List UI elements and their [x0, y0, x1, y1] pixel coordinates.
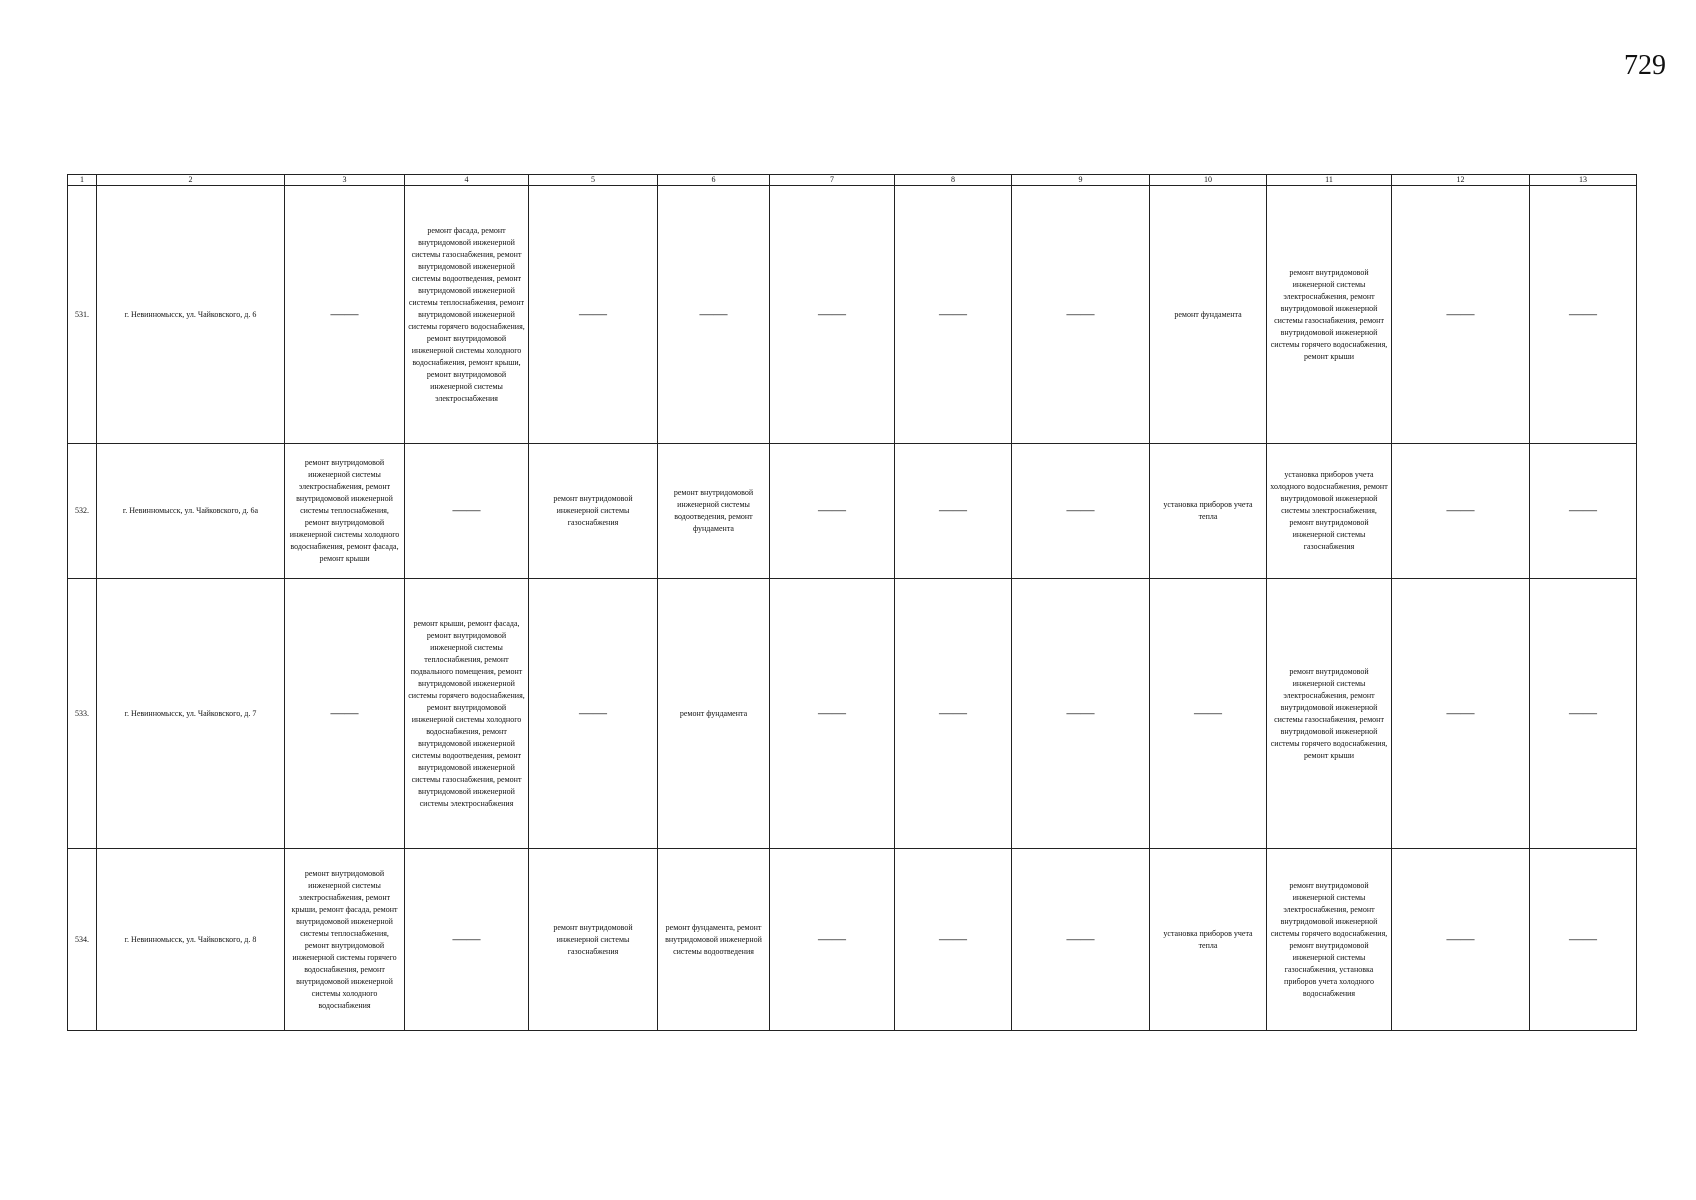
- table-cell: [1392, 444, 1530, 579]
- cell-text: установка приборов учета холодного водоснабжения, ремонт внутридомовой инженерной системы электроснабжения, ремонт внутридомовой инженерной системы газоснабжения: [1270, 470, 1388, 551]
- table-cell: [529, 186, 658, 444]
- table-cell: [1150, 444, 1267, 579]
- cell-text: ——: [939, 931, 967, 947]
- column-header: 6: [658, 175, 770, 186]
- table-cell: [658, 849, 770, 1031]
- cell-text: ——: [1066, 503, 1095, 518]
- row-number: 532.: [68, 444, 97, 579]
- column-header: 5: [529, 175, 658, 186]
- column-header: 13: [1530, 175, 1637, 186]
- cell-text: ремонт внутридомовой инженерной системы электроснабжения, ремонт крыши, ремонт фасада, ремонт внутридомовой инженерной системы теплоснабжения, ремонт внутридомовой инженерной системы горячего водоснабжения, ремонт внутридомовой инженерной системы холодного водоснабжения: [291, 868, 398, 1010]
- cell-text: ——: [818, 705, 846, 721]
- address-cell: г. Невинномысск, ул. Чайковского, д. 7: [97, 579, 285, 849]
- table-cell: [1530, 579, 1637, 849]
- cell-text: ремонт внутридомовой инженерной системы электроснабжения, ремонт внутридомовой инженерной системы газоснабжения, ремонт внутридомовой инженерной системы горячего водоснабжения, ремонт крыши: [1270, 267, 1388, 361]
- table-cell: [1012, 849, 1150, 1031]
- repair-schedule-table: [67, 174, 1637, 1031]
- table-row: [68, 186, 1637, 444]
- table-cell: [285, 186, 405, 444]
- table-cell: [770, 444, 895, 579]
- table-row: [68, 849, 1637, 1031]
- table-cell: [1012, 444, 1150, 579]
- table-cell: [1150, 186, 1267, 444]
- column-header: 1: [68, 175, 97, 186]
- cell-text: ——: [452, 931, 481, 947]
- cell-text: ——: [1446, 503, 1475, 518]
- cell-text: ——: [1569, 705, 1597, 721]
- column-header: 11: [1267, 175, 1392, 186]
- table-cell: [1267, 186, 1392, 444]
- table-cell: [1012, 186, 1150, 444]
- page-number: 729: [1624, 50, 1666, 81]
- table-cell: [285, 444, 405, 579]
- table-cell: [658, 579, 770, 849]
- table-cell: [1392, 186, 1530, 444]
- table-cell: [1267, 849, 1392, 1031]
- table-cell: [895, 186, 1012, 444]
- column-header: 12: [1392, 175, 1530, 186]
- cell-text: ——: [330, 306, 359, 322]
- table-cell: [895, 579, 1012, 849]
- cell-text: ——: [330, 705, 359, 721]
- cell-text: ——: [579, 306, 607, 322]
- row-number: 531.: [68, 186, 97, 444]
- column-number-row: [68, 175, 1637, 186]
- table-cell: [405, 444, 529, 579]
- table-cell: [1392, 579, 1530, 849]
- column-header: 4: [405, 175, 529, 186]
- cell-text: ——: [1066, 705, 1095, 721]
- column-header: 8: [895, 175, 1012, 186]
- table-cell: [285, 849, 405, 1031]
- column-header: 10: [1150, 175, 1267, 186]
- cell-text: ——: [818, 931, 846, 947]
- cell-text: ремонт внутридомовой инженерной системы газоснабжения: [553, 494, 633, 527]
- table-cell: [529, 579, 658, 849]
- table-cell: [1150, 579, 1267, 849]
- table-cell: [895, 444, 1012, 579]
- cell-text: ——: [579, 705, 607, 721]
- cell-text: ——: [1194, 705, 1222, 721]
- cell-text: ——: [818, 503, 846, 518]
- cell-text: ——: [1569, 931, 1597, 947]
- cell-text: ——: [1066, 931, 1095, 947]
- address-cell: г. Невинномысск, ул. Чайковского, д. 6: [97, 186, 285, 444]
- address-cell: г. Невинномысск, ул. Чайковского, д. 6а: [97, 444, 285, 579]
- cell-text: ремонт внутридомовой инженерной системы водоотведения, ремонт фундамента: [673, 488, 754, 533]
- cell-text: ремонт внутридомовой инженерной системы газоснабжения: [553, 922, 633, 956]
- cell-text: ——: [939, 503, 967, 518]
- table-cell: [1530, 849, 1637, 1031]
- cell-text: установка приборов учета тепла: [1163, 928, 1253, 950]
- table-cell: [529, 444, 658, 579]
- cell-text: установка приборов учета тепла: [1163, 500, 1253, 521]
- column-header: 3: [285, 175, 405, 186]
- cell-text: ——: [939, 705, 967, 721]
- cell-text: ремонт крыши, ремонт фасада, ремонт внутридомовой инженерной системы теплоснабжения, ремонт подвального помещения, ремонт внутридомовой инженерной системы горячего водоснабжения, ремонт внутридомовой инженерной системы холодного водоснабжения, ремонт внутридомовой инженерной системы водоотведения, ремонт внутридомовой инженерной системы газоснабжения, ремонт внутридомовой инженерной системы электроснабжения: [408, 618, 525, 808]
- cell-text: ремонт внутридомовой инженерной системы электроснабжения, ремонт внутридомовой инженерной системы теплоснабжения, ремонт внутридомовой инженерной системы холодного водоснабжения, ремонт фасада, ремонт крыши: [289, 458, 400, 563]
- table-cell: [770, 849, 895, 1031]
- cell-text: ——: [1446, 705, 1475, 721]
- table-cell: [770, 186, 895, 444]
- row-number: 534.: [68, 849, 97, 1031]
- cell-text: ремонт фундамента, ремонт внутридомовой инженерной системы водоотведения: [665, 922, 762, 956]
- table-cell: [658, 444, 770, 579]
- table-cell: [658, 186, 770, 444]
- table-cell: [770, 579, 895, 849]
- cell-text: ——: [1066, 306, 1095, 322]
- table-cell: [1267, 444, 1392, 579]
- cell-text: ——: [1446, 306, 1475, 322]
- cell-text: ——: [452, 503, 481, 518]
- table-cell: [405, 579, 529, 849]
- cell-text: ремонт фундамента: [1174, 309, 1242, 319]
- table-row: [68, 444, 1637, 579]
- table-cell: [405, 849, 529, 1031]
- column-header: 7: [770, 175, 895, 186]
- cell-text: ремонт фасада, ремонт внутридомовой инженерной системы газоснабжения, ремонт внутридомовой инженерной системы водоотведения, ремонт внутридомовой инженерной системы теплоснабжения, ремонт внутридомовой инженерной системы горячего водоснабжения, ремонт внутридомовой инженерной системы холодного водоснабжения, ремонт крыши, ремонт внутридомовой инженерной системы электроснабжения: [408, 225, 525, 403]
- cell-text: ремонт внутридомовой инженерной системы электроснабжения, ремонт внутридомовой инженерной системы газоснабжения, ремонт внутридомовой инженерной системы горячего водоснабжения, ремонт крыши: [1270, 666, 1388, 760]
- table-cell: [405, 186, 529, 444]
- cell-text: ——: [699, 306, 728, 322]
- column-header: 2: [97, 175, 285, 186]
- address-cell: г. Невинномысск, ул. Чайковского, д. 8: [97, 849, 285, 1031]
- table-cell: [1012, 579, 1150, 849]
- row-number: 533.: [68, 579, 97, 849]
- cell-text: ——: [1446, 931, 1475, 947]
- cell-text: ——: [818, 306, 846, 322]
- table-cell: [1267, 579, 1392, 849]
- cell-text: ремонт фундамента: [679, 708, 748, 718]
- table-cell: [1150, 849, 1267, 1031]
- column-header: 9: [1012, 175, 1150, 186]
- cell-text: ——: [939, 306, 967, 322]
- cell-text: ——: [1569, 503, 1597, 518]
- table-cell: [529, 849, 658, 1031]
- table-row: [68, 579, 1637, 849]
- table-cell: [1530, 186, 1637, 444]
- table-cell: [1392, 849, 1530, 1031]
- table-cell: [895, 849, 1012, 1031]
- cell-text: ремонт внутридомовой инженерной системы электроснабжения, ремонт внутридомовой инженерной системы горячего водоснабжения, ремонт внутридомовой инженерной системы газоснабжения, установка приборов учета холодного водоснабжения: [1270, 880, 1388, 998]
- table-cell: [1530, 444, 1637, 579]
- table-cell: [285, 579, 405, 849]
- cell-text: ——: [1569, 306, 1597, 322]
